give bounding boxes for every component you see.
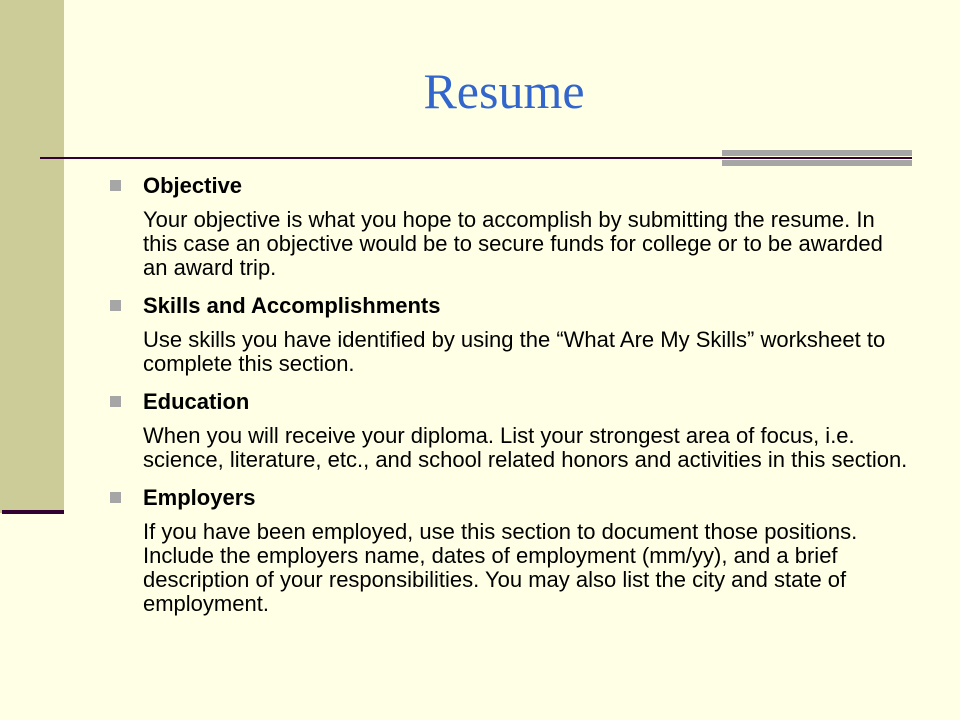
- section-heading-row: [108, 292, 908, 320]
- title-divider-accent-top: [722, 150, 912, 156]
- square-bullet-icon: [110, 300, 121, 311]
- section-body: Use skills you have identified by using the “What Are My Skills” worksheet to complete this section.: [143, 327, 886, 376]
- sidebar-band: [0, 0, 64, 513]
- section-objective: [108, 172, 908, 280]
- title-divider: [40, 157, 912, 159]
- section-heading-row: [108, 484, 908, 512]
- slide-title: Resume: [423, 63, 585, 119]
- section-body: If you have been employed, use this section to document those positions. Include the employers name, dates of employment (mm/yy), and a brief description of your responsibilities. You may also list the city and state of employment.: [143, 519, 858, 616]
- square-bullet-icon: [110, 396, 121, 407]
- section-heading: Employers: [143, 485, 256, 510]
- section-body: Your objective is what you hope to accomplish by submitting the resume. In this case an objective would be to secure funds for college or to be awarded an award trip.: [143, 207, 883, 280]
- section-body: When you will receive your diploma. List your strongest area of focus, i.e. science, literature, etc., and school related honors and activities in this section.: [143, 423, 908, 472]
- title-divider-accent-bottom: [722, 160, 912, 166]
- section-employers: [108, 484, 908, 616]
- section-skills: [108, 292, 908, 376]
- section-heading: Skills and Accomplishments: [143, 293, 441, 318]
- sidebar-accent-line: [2, 510, 64, 514]
- slide-content: [108, 170, 908, 628]
- square-bullet-icon: [110, 492, 121, 503]
- section-heading-row: [108, 388, 908, 416]
- section-heading: Objective: [143, 173, 243, 198]
- square-bullet-icon: [110, 180, 121, 191]
- section-heading: Education: [143, 389, 250, 414]
- section-heading-row: [108, 172, 908, 200]
- section-education: [108, 388, 908, 472]
